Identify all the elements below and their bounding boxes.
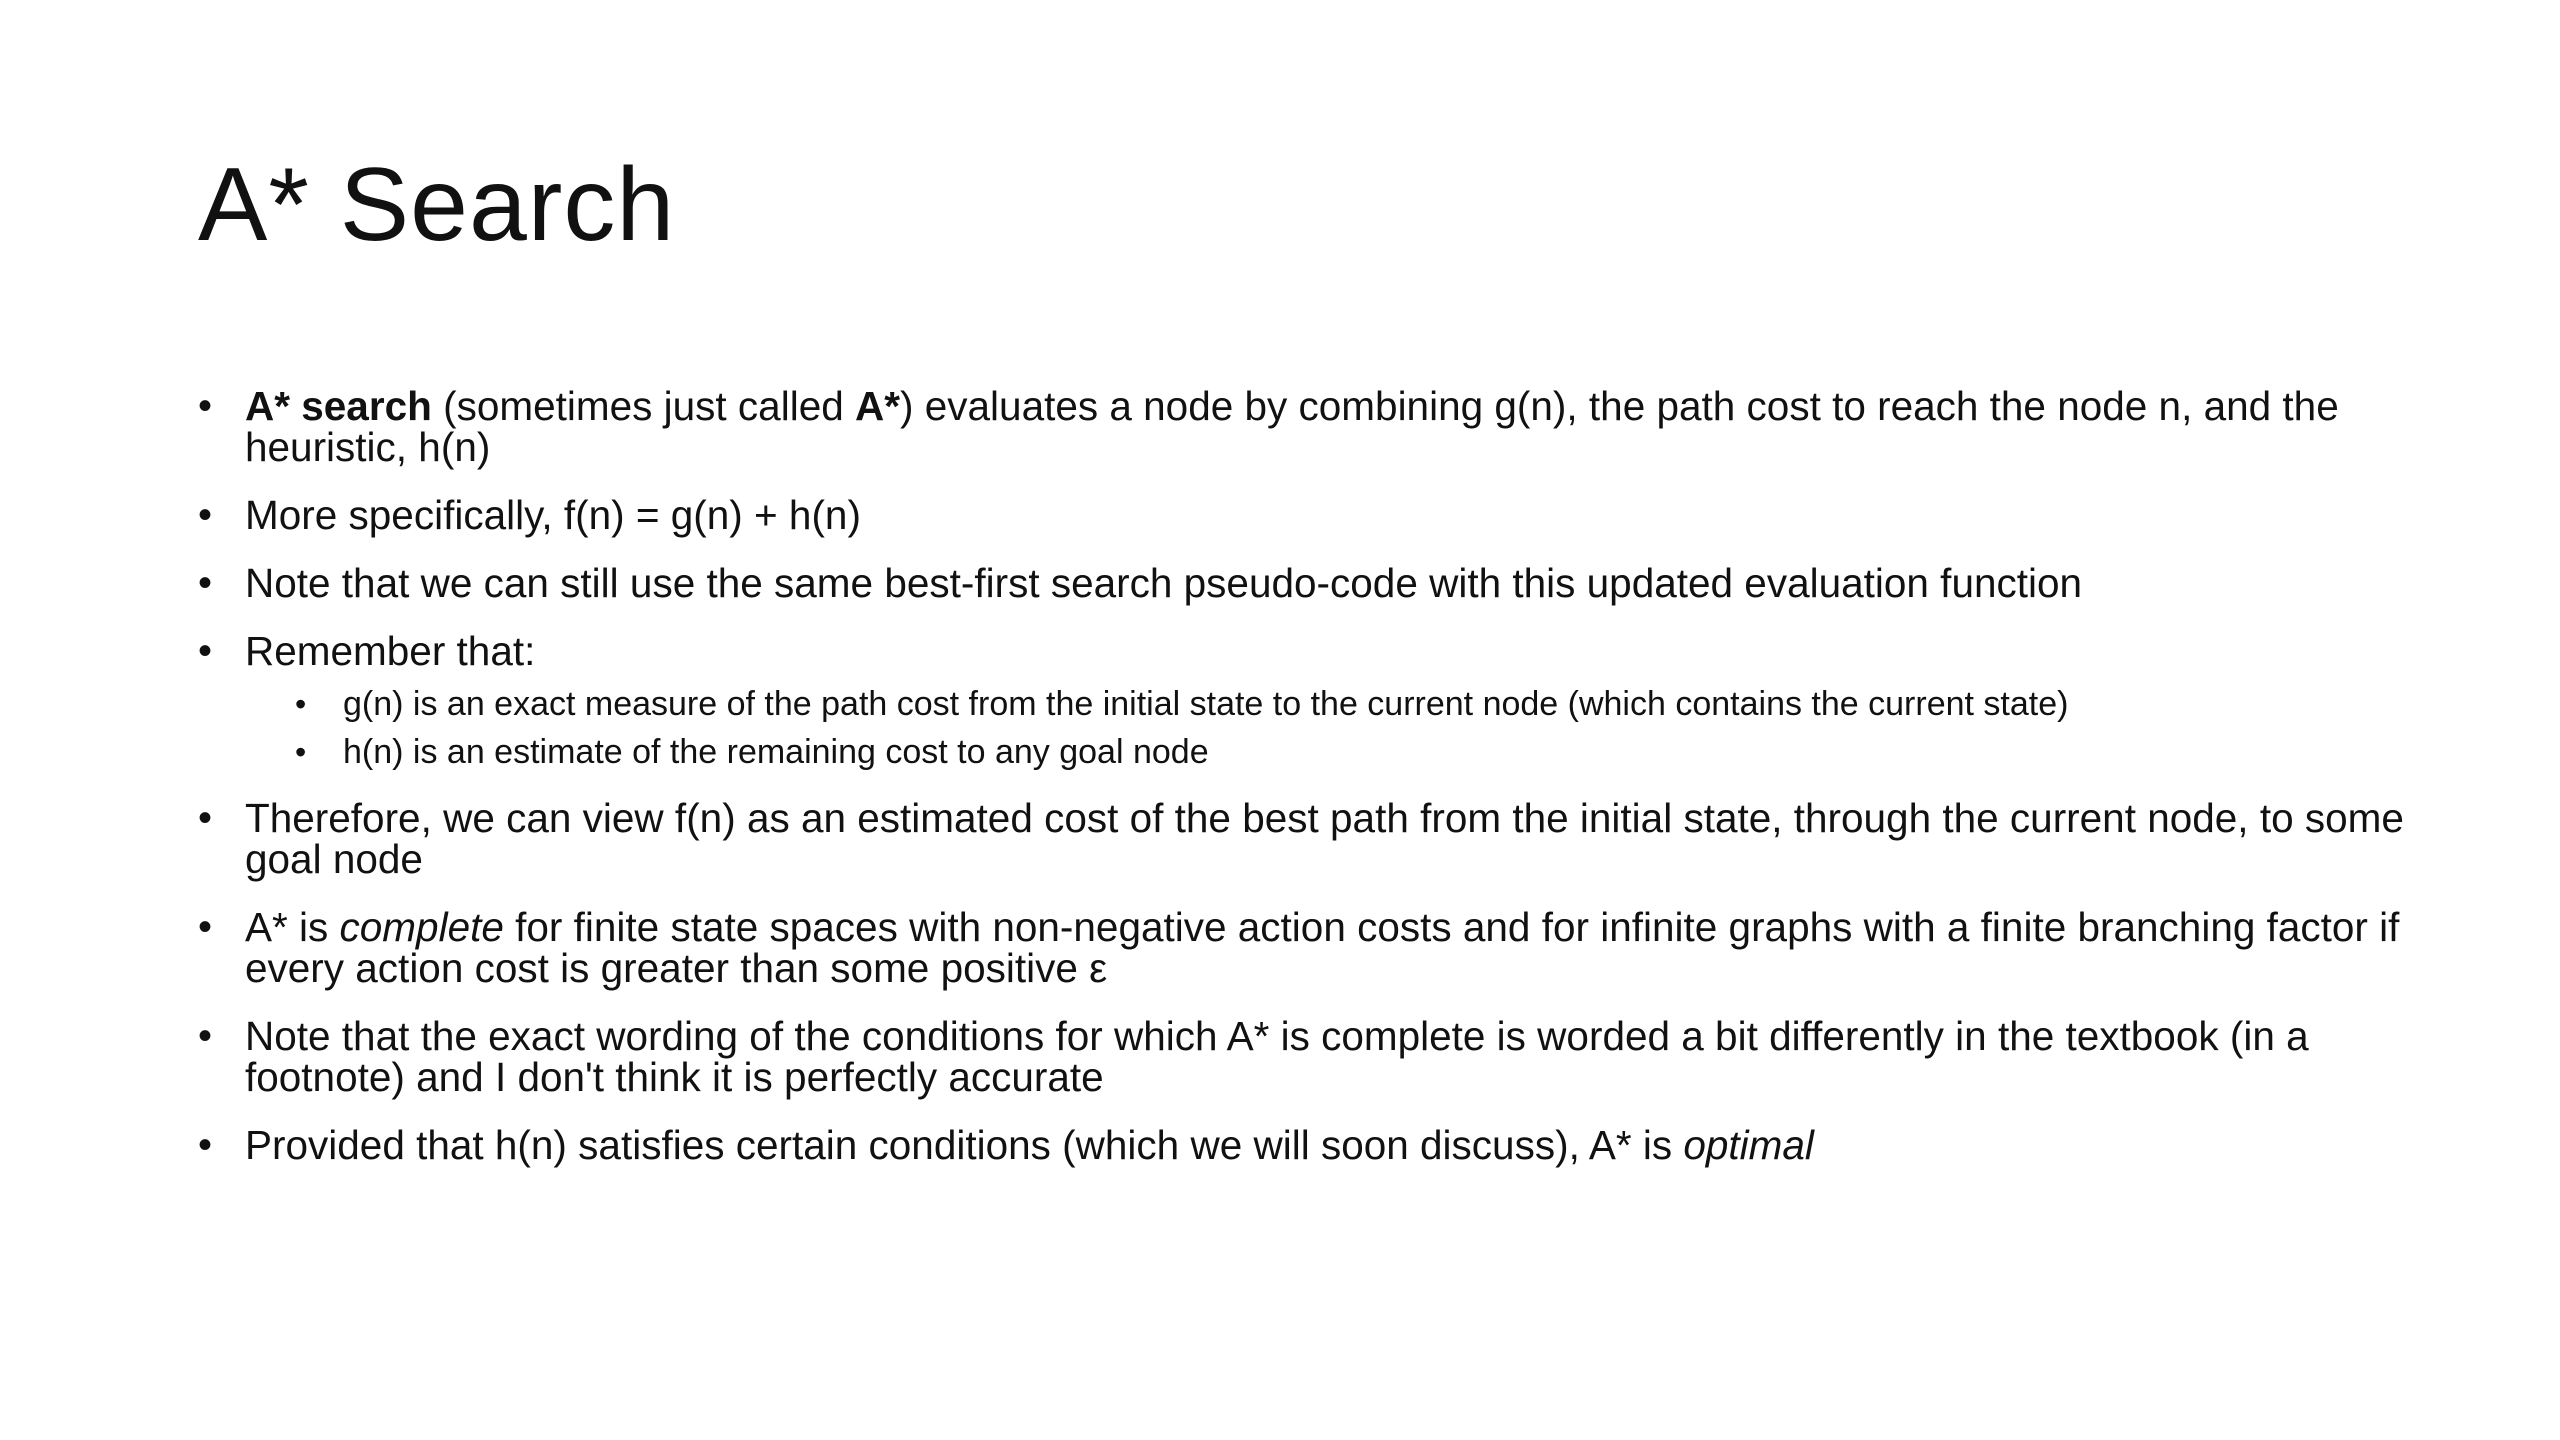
bullet-dot: • xyxy=(198,493,213,537)
bullet-text xyxy=(245,492,861,538)
sub-bullet-text: h(n) is an estimate of the remaining cost to any goal node xyxy=(343,733,1209,771)
sub-bullet-list xyxy=(245,680,2408,776)
bullet-dot: • xyxy=(198,629,213,673)
bullet-text xyxy=(245,904,2399,991)
bullet-item xyxy=(198,1013,2408,1100)
sub-bullet-text: g(n) is an exact measure of the path cost from the initial state to the current node (which contains the current state) xyxy=(343,685,2069,723)
sub-bullet-dot: • xyxy=(295,734,307,770)
text-run: Remember that: xyxy=(245,628,536,674)
bullet-text xyxy=(245,1122,1814,1168)
bullet-item xyxy=(198,1122,2408,1168)
slide-title: A* Search xyxy=(198,147,676,263)
bullet-item xyxy=(198,904,2408,991)
text-run: Note that the exact wording of the conditions for which A* is complete is worded a bit differently in the textbook (in a footnote) and I don't think it is perfectly accurate xyxy=(245,1013,2309,1100)
italic-text-run: optimal xyxy=(1683,1122,1814,1168)
sub-bullet-dot: • xyxy=(295,686,307,722)
text-run: More specifically, f(n) = g(n) + h(n) xyxy=(245,492,861,538)
bullet-item xyxy=(198,383,2408,470)
text-run: for finite state spaces with non-negative action costs and for infinite graphs with a finite branching factor if every action cost is greater than some positive ε xyxy=(245,904,2400,991)
bullet-item xyxy=(198,560,2408,606)
bold-text-run: A* xyxy=(855,383,901,429)
bullet-dot: • xyxy=(198,1014,213,1058)
bullet-dot: • xyxy=(198,384,213,428)
bullet-item xyxy=(198,795,2408,882)
sub-bullet-item xyxy=(295,728,2408,776)
bold-text-run: A* search xyxy=(245,383,432,429)
bullet-list xyxy=(198,383,2408,1168)
bullet-dot: • xyxy=(198,1123,213,1167)
text-run: ) evaluates a node by combining g(n), the path cost to reach the node n, and the heuristic, h(n) xyxy=(245,383,2339,470)
slide-content xyxy=(198,383,2408,1193)
bullet-dot: • xyxy=(198,905,213,949)
text-run: Provided that h(n) satisfies certain conditions (which we will soon discuss), A* is xyxy=(245,1122,1684,1168)
text-run: (sometimes just called xyxy=(431,383,855,429)
bullet-item xyxy=(198,628,2408,776)
bullet-dot: • xyxy=(198,561,213,605)
bullet-text xyxy=(245,795,2404,882)
sub-bullet-item xyxy=(295,680,2408,728)
bullet-item xyxy=(198,492,2408,538)
bullet-text xyxy=(245,628,535,674)
italic-text-run: complete xyxy=(339,904,504,950)
bullet-dot: • xyxy=(198,796,213,840)
text-run: A* is xyxy=(245,904,340,950)
bullet-text xyxy=(245,383,2339,470)
text-run: Therefore, we can view f(n) as an estimated cost of the best path from the initial state, through the current node, to some goal node xyxy=(245,795,2404,882)
bullet-text xyxy=(245,560,2082,606)
text-run: Note that we can still use the same best-first search pseudo-code with this updated evaluation function xyxy=(245,560,2083,606)
bullet-text xyxy=(245,1013,2309,1100)
